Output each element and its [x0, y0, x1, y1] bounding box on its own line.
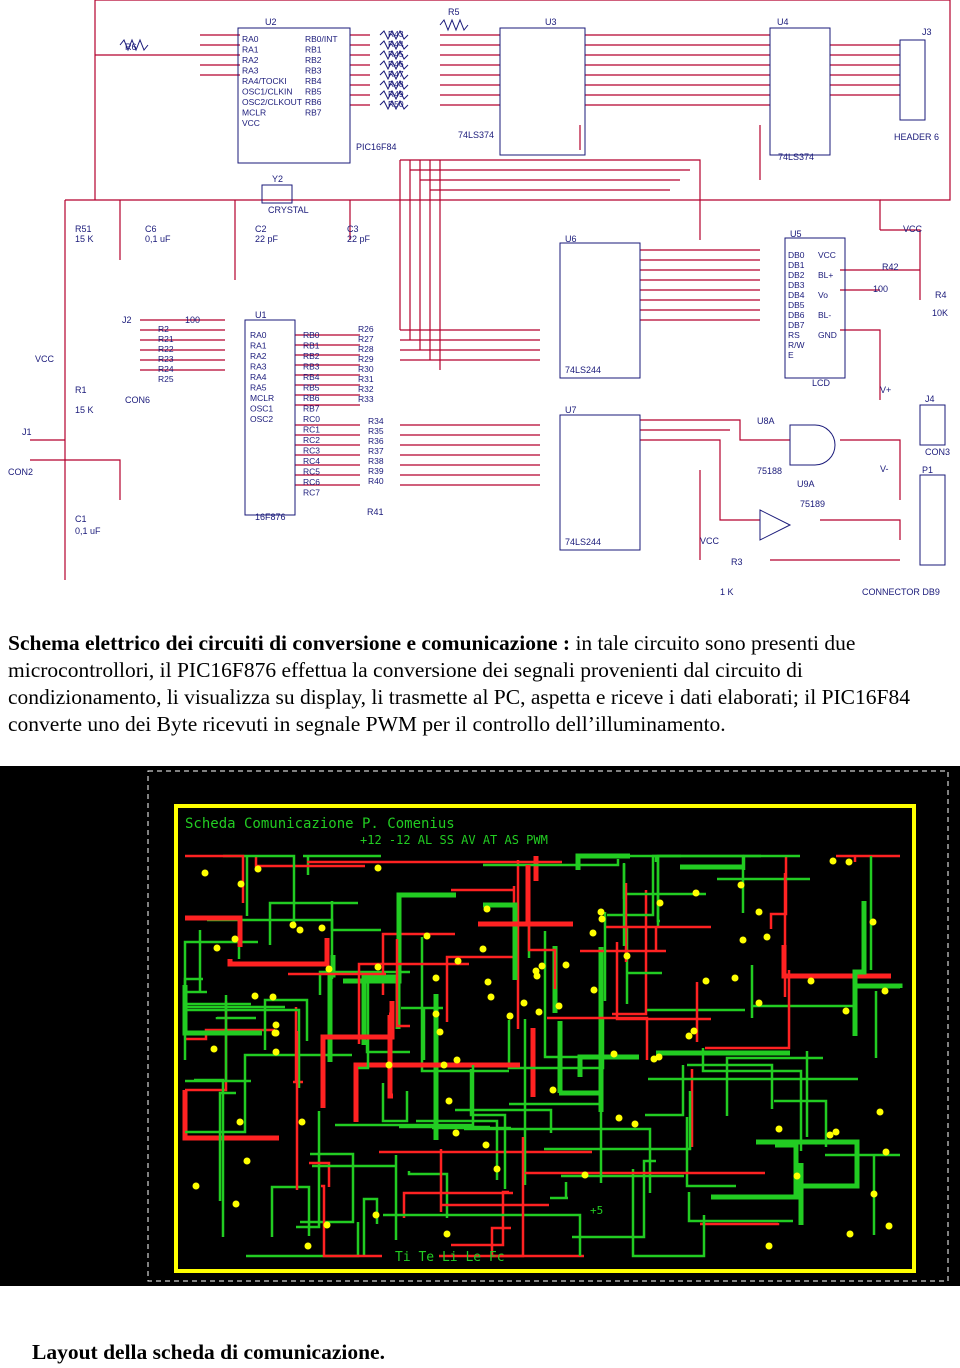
pcb-trace	[854, 986, 900, 988]
u1-resistor-bottom: R34	[368, 416, 384, 426]
pcb-pad	[319, 925, 326, 932]
pcb-pad	[846, 859, 853, 866]
u1-resistor-top: R30	[358, 364, 374, 374]
r51-label: R51	[75, 224, 92, 234]
pcb-pad	[453, 1130, 460, 1137]
u1-pin-right: RB5	[303, 382, 320, 393]
u2-pin-left: RA3	[242, 65, 259, 76]
pcb-trace	[784, 945, 891, 976]
pcb-pad	[657, 900, 664, 907]
u1-resistor-top: R26	[358, 324, 374, 334]
p1-label: P1	[922, 465, 934, 475]
r51-value: 15 K	[75, 234, 94, 244]
u6-chip-name: 74LS244	[565, 365, 602, 375]
pcb-trace	[185, 942, 258, 1004]
u2-pin-right: RB1	[305, 44, 322, 55]
r3-value: 1 K	[720, 587, 734, 597]
vcc-left-label: VCC	[35, 354, 55, 364]
u2-pin-right: RB4	[305, 76, 322, 86]
pcb-pad	[764, 934, 771, 941]
res-100-label: 100	[185, 315, 201, 325]
u1-pin-right: RC2	[303, 435, 321, 445]
pcb-pad	[691, 1028, 698, 1035]
r5-label: R5	[448, 7, 460, 17]
pcb-pad	[433, 975, 440, 982]
u6-label: U6	[565, 234, 577, 244]
pcb-pad	[611, 1051, 618, 1058]
pcb-pad	[632, 1121, 639, 1128]
j4-label: J4	[925, 394, 935, 404]
j2-resistor-label: R2	[158, 324, 169, 334]
con3-label: CON3	[925, 447, 951, 457]
pcb-pad	[244, 1158, 251, 1165]
pcb-pad	[656, 1054, 663, 1061]
u2-resistor-label: R49	[388, 89, 404, 99]
pcb-pad	[533, 968, 540, 975]
u8-chip-name: 75188	[757, 466, 783, 476]
schematic-caption	[8, 630, 952, 738]
pcb-trace	[752, 965, 854, 1018]
c3-label: C3	[347, 224, 359, 234]
c2-value: 22 pF	[255, 234, 279, 244]
pcb-pad	[756, 1000, 763, 1007]
pcb-pad	[441, 1062, 448, 1069]
r4-value: 10K	[932, 308, 949, 318]
pcb-layout	[0, 766, 960, 1286]
u5-pin: DB3	[788, 280, 805, 290]
pcb-trace	[332, 901, 381, 930]
pcb-pad	[214, 945, 221, 952]
pcb-pad	[827, 1132, 834, 1139]
u2-resistor-label: R47	[388, 69, 404, 79]
pcb-trace	[756, 1142, 857, 1186]
j1-label: J1	[22, 427, 32, 437]
pcb-pad	[273, 1030, 280, 1037]
pcb-pad	[833, 1129, 840, 1136]
u1-pin-left: RA0	[250, 330, 267, 340]
pcb-pad	[794, 1173, 801, 1180]
pcb-plus5: +5	[590, 1204, 604, 1217]
u7-chip-body	[560, 415, 640, 550]
pcb-pad	[843, 1008, 850, 1015]
u2-pin-left: RA1	[242, 44, 259, 55]
u8a-label: U8A	[757, 416, 775, 426]
u4-chip-body	[770, 28, 830, 155]
pcb-trace	[270, 903, 358, 945]
j2-resistor-label: R22	[158, 344, 174, 354]
u5-label: U5	[790, 229, 802, 239]
r42-label: R42	[882, 262, 899, 272]
u1-label: U1	[255, 310, 267, 320]
pcb-trace	[509, 1017, 603, 1068]
pcb-trace	[645, 1065, 683, 1115]
u9-chip-name: 75189	[800, 499, 826, 509]
u1-pin-right: RC1	[303, 424, 321, 435]
u1-pin-left: RA2	[250, 351, 267, 361]
pcb-pad	[740, 937, 747, 944]
u2-resistor-label: R48	[388, 79, 404, 89]
u2-resistor-label: R44	[388, 39, 404, 49]
pcb-pad	[305, 1243, 312, 1250]
u3-chip-body	[500, 28, 585, 155]
pcb-pad	[238, 881, 245, 888]
vplus-label: V+	[880, 385, 892, 395]
pcb-trace	[451, 1192, 509, 1245]
pcb-pad	[255, 866, 262, 873]
u7-chip-name: 74LS244	[565, 537, 602, 547]
pcb-trace	[464, 1129, 650, 1193]
u2-resistor-label: R45	[388, 49, 404, 59]
pcb-pad	[386, 1062, 393, 1069]
pcb-pad	[270, 994, 277, 1001]
pcb-pad	[616, 1115, 623, 1122]
u2-pin-right: RB0/INT	[305, 34, 338, 44]
pcb-pad	[424, 933, 431, 940]
u1-pin-left: RA3	[250, 361, 267, 372]
u2-pin-right: RB7	[305, 107, 322, 118]
vcc-right-label: VCC	[903, 224, 923, 234]
u1-resistor-bottom: R40	[368, 476, 384, 486]
u1-resistor-bottom: R38	[368, 456, 384, 466]
header-label: HEADER 6	[894, 132, 940, 142]
con6-label: CON6	[125, 395, 151, 405]
pcb-trace	[588, 856, 681, 862]
r1-value: 15 K	[75, 405, 94, 415]
pcb-trace	[383, 1083, 407, 1121]
u1-pin-left: OSC2	[250, 414, 274, 424]
pcb-pad	[232, 936, 239, 943]
u5-pin: DB7	[788, 320, 805, 330]
pcb-pad	[883, 1149, 890, 1156]
pcb-pad	[599, 916, 606, 923]
pcb-pad	[193, 1183, 200, 1190]
u1-pin-right: RB4	[303, 372, 320, 382]
pcb-pad	[202, 870, 209, 877]
pcb-pad	[886, 1223, 893, 1230]
u5-pin-right: BL+	[818, 270, 834, 280]
u5-pin-right: BL-	[818, 310, 832, 320]
u7-label: U7	[565, 405, 577, 415]
u1-resistor-top: R28	[358, 344, 374, 354]
u1-pin-right: RB7	[303, 403, 320, 414]
u1-resistor-top: R33	[358, 394, 374, 404]
pcb-pad	[521, 1000, 528, 1007]
u5-pin: DB5	[788, 300, 805, 310]
c6-value: 0,1 uF	[145, 234, 171, 244]
u2-pin-right: RB2	[305, 55, 322, 65]
pcb-pad	[882, 988, 889, 995]
u2-resistor-label: R50	[388, 99, 404, 109]
pcb-pad	[446, 1098, 453, 1105]
u2-pin-left: OSC1/CLKIN	[242, 86, 293, 97]
pcb-trace	[185, 856, 243, 903]
pcb-trace	[727, 1058, 823, 1116]
pcb-pad	[444, 1231, 451, 1238]
u2-resistor-label: R43	[388, 29, 404, 39]
pcb-trace	[744, 856, 800, 870]
pcb-pad	[324, 1222, 331, 1229]
crystal-label: CRYSTAL	[268, 205, 309, 215]
pcb-trace	[703, 1048, 801, 1151]
pcb-trace	[185, 1010, 299, 1088]
vcc-bottom-label: VCC	[700, 536, 720, 546]
pcb-pad	[326, 966, 333, 973]
pcb-trace	[711, 1145, 796, 1197]
pcb-pad	[563, 962, 570, 969]
pcb-trace	[185, 1001, 226, 1090]
u1-pin-right: RB3	[303, 361, 320, 372]
pcb-trace	[578, 856, 630, 870]
u2-pin-left: OSC2/CLKOUT	[242, 97, 302, 107]
u9a-gate	[760, 510, 790, 540]
pcb-pad	[233, 1201, 240, 1208]
vminus-label: V-	[880, 464, 889, 474]
pcb-pad	[870, 919, 877, 926]
pcb-pad	[766, 1243, 773, 1250]
pcb-pad	[877, 1109, 884, 1116]
y2-label: Y2	[272, 174, 284, 184]
pcb-pad	[686, 1033, 693, 1040]
pin-labels	[158, 29, 837, 498]
u2-pin-right: RB3	[305, 65, 322, 76]
u1-pin-left: RA1	[250, 340, 267, 351]
pcb-pad	[297, 927, 304, 934]
u1-pin-right: RC5	[303, 466, 321, 477]
c2-label: C2	[255, 224, 267, 234]
pcb-traces	[185, 856, 900, 1256]
pcb-trace	[194, 1080, 223, 1237]
r41-label: R41	[367, 507, 384, 517]
u2-resistor-label: R46	[388, 59, 404, 69]
u5-pin: R/W	[788, 340, 805, 350]
pcb-pad	[550, 1087, 557, 1094]
pcb-pad	[488, 994, 495, 1001]
pcb-trace	[441, 1149, 549, 1212]
u5-pin-right: Vo	[818, 290, 828, 300]
pcb-trace	[296, 1111, 319, 1227]
j3-header	[900, 40, 925, 120]
u1-pin-right: RB6	[303, 393, 320, 403]
pcb-pad	[738, 882, 745, 889]
u5-pin: DB2	[788, 270, 805, 280]
pcb-trace	[364, 1199, 377, 1256]
j2-resistor-label: R24	[158, 364, 174, 374]
u1-pin-left: RA4	[250, 372, 267, 382]
u5-pin: DB4	[788, 290, 805, 300]
u4-chip-name: 74LS374	[778, 152, 815, 162]
u2-label: U2	[265, 17, 277, 27]
u1-pin-right: RC0	[303, 414, 321, 424]
pcb-pad	[703, 978, 710, 985]
pcb-trace	[483, 905, 515, 980]
r6-label: R6	[125, 42, 137, 52]
r1-label: R1	[75, 385, 87, 395]
r3-label: R3	[731, 557, 743, 567]
pcb-pad	[299, 1119, 306, 1126]
pcb-trace	[529, 901, 555, 989]
pcb-trace	[836, 856, 900, 862]
u5-pin: E	[788, 350, 794, 360]
pcb-trace	[478, 865, 573, 924]
bottom-caption: Layout della scheda di comunicazione.	[32, 1340, 385, 1364]
pcb-pad	[211, 1046, 218, 1053]
u5-pin-right: VCC	[818, 250, 836, 260]
pcb-pad	[433, 1011, 440, 1018]
pcb-trace	[550, 1182, 568, 1198]
u1-pin-right: RC7	[303, 487, 321, 498]
pcb-pad	[290, 922, 297, 929]
pcb-pad	[507, 1013, 514, 1020]
pcb-pad	[237, 1119, 244, 1126]
pcb-footer: Ti Te Li Le Fc	[395, 1250, 505, 1265]
u5-pin: DB6	[788, 310, 805, 320]
pcb-pad	[494, 1166, 501, 1173]
pcb-pad	[484, 906, 491, 913]
pcb-pad	[485, 979, 492, 986]
j4-connector	[920, 405, 945, 445]
pcb-trace	[687, 1117, 736, 1186]
c1-value: 0,1 uF	[75, 526, 101, 536]
u1-pin-right: RB2	[303, 351, 320, 361]
u1-resistor-bottom: R36	[368, 436, 384, 446]
pcb-pad	[373, 1212, 380, 1219]
pcb-pad	[536, 1009, 543, 1016]
lcd-label: LCD	[812, 378, 831, 388]
u5-pin: DB0	[788, 250, 805, 260]
circuit-schematic	[0, 0, 960, 600]
u1-resistor-bottom: R37	[368, 446, 384, 456]
pcb-pad	[455, 958, 462, 965]
u1-pin-left: RA5	[250, 382, 267, 393]
pcb-trace	[855, 901, 864, 1036]
u8a-gate	[790, 425, 835, 465]
u1-pin-right: RC3	[303, 445, 321, 456]
u6-chip-body	[560, 243, 640, 378]
u3-label: U3	[545, 17, 557, 27]
pcb-trace	[217, 1017, 256, 1018]
u1-resistor-top: R27	[358, 334, 374, 344]
pcb-trace	[700, 1223, 778, 1224]
connector-label: CONNECTOR DB9	[862, 587, 940, 597]
pcb-pad	[375, 964, 382, 971]
pcb-pad	[480, 946, 487, 953]
pcb-pad	[808, 978, 815, 985]
u1-pin-left: OSC1	[250, 403, 274, 414]
u2-pin-left: RA4/TOCKI	[242, 76, 287, 86]
u2-chip-name: PIC16F84	[356, 142, 397, 152]
caption-bold: Schema elettrico dei circuiti di conversione e comunicazione :	[8, 631, 571, 655]
u5-pin-right: GND	[818, 330, 837, 340]
j2-label: J2	[122, 315, 132, 325]
pcb-pad	[454, 1057, 461, 1064]
pcb-pad	[539, 963, 546, 970]
r42-value: 100	[873, 284, 889, 294]
pcb-title: Scheda Comunicazione P. Comenius	[185, 816, 455, 832]
u1-pin-right: RB0	[303, 330, 320, 340]
pcb-pad	[871, 1191, 878, 1198]
pcb-pad	[437, 1029, 444, 1036]
u1-resistor-top: R32	[358, 384, 374, 394]
pcb-pad	[847, 1231, 854, 1238]
pcb-trace	[492, 1228, 584, 1256]
p1-db9	[920, 475, 945, 565]
pcb-trace	[447, 957, 515, 1022]
pcb-pad	[732, 975, 739, 982]
pcb-pad	[598, 909, 605, 916]
pcb-pad	[624, 953, 631, 960]
u4-label: U4	[777, 17, 789, 27]
u1-resistor-top: R31	[358, 374, 374, 384]
j2-resistor-label: R23	[158, 354, 174, 364]
pcb-pad	[590, 930, 597, 937]
u1-resistor-bottom: R39	[368, 466, 384, 476]
pcb-pad	[273, 1022, 280, 1029]
pcb-trace	[185, 930, 207, 992]
pcb-pad	[591, 987, 598, 994]
j2-resistor-label: R25	[158, 374, 174, 384]
u3-chip-name: 74LS374	[458, 130, 495, 140]
j2-resistor-label: R21	[158, 334, 174, 344]
pcb-trace	[185, 1055, 352, 1132]
caption-text: in tale circuito sono presenti due microcontrollori, il PIC16F876 effettua la conversione dei segnali provenienti dal circuito di condizionamento, li visualizza su display, li trasmette al PC, aspetta e riceve i dati elaborati; il PIC16F84 converte uno dei Byte ricevuti in segnale PWM per il controllo dell’illuminamento.	[8, 631, 910, 736]
u1-pin-right: RC6	[303, 477, 321, 487]
u1-chip-name: 16F876	[255, 512, 286, 522]
con2-label: CON2	[8, 467, 34, 477]
c3-value: 22 pF	[347, 234, 371, 244]
pcb-pad	[582, 1172, 589, 1179]
pcb-trace	[605, 927, 711, 952]
u5-pin: DB1	[788, 260, 805, 270]
u5-pin: RS	[788, 330, 800, 340]
u2-pin-left: MCLR	[242, 107, 267, 118]
pcb-trace	[272, 1187, 309, 1237]
c1-label: C1	[75, 514, 87, 524]
pcb-trace	[439, 1137, 523, 1256]
r4-label: R4	[935, 290, 947, 300]
pcb-pad	[252, 993, 259, 1000]
u9a-label: U9A	[797, 479, 815, 489]
u2-pin-left: RA2	[242, 55, 259, 65]
c6-label: C6	[145, 224, 157, 234]
u2-pin-left: RA0	[242, 34, 259, 44]
u2-pin-right: RB6	[305, 97, 322, 107]
u1-pin-right: RC4	[303, 456, 321, 466]
u1-pin-right: RB1	[303, 340, 320, 351]
pcb-pad	[556, 1003, 563, 1010]
pcb-pad	[375, 865, 382, 872]
pcb-pad	[776, 1126, 783, 1133]
u1-pin-left: MCLR	[250, 393, 275, 403]
u1-resistor-top: R29	[358, 354, 374, 364]
pcb-pad	[483, 1142, 490, 1149]
pcb-subtitle: +12 -12 AL SS AV AT AS PWM	[360, 833, 548, 847]
u1-resistor-bottom: R35	[368, 426, 384, 436]
pcb-pad	[273, 1049, 280, 1056]
pcb-pad	[830, 858, 837, 865]
pcb-pad	[756, 909, 763, 916]
u2-pin-right: RB5	[305, 86, 322, 97]
j3-label: J3	[922, 27, 932, 37]
pcb-pad	[693, 890, 700, 897]
u2-pin-left: VCC	[242, 118, 260, 128]
